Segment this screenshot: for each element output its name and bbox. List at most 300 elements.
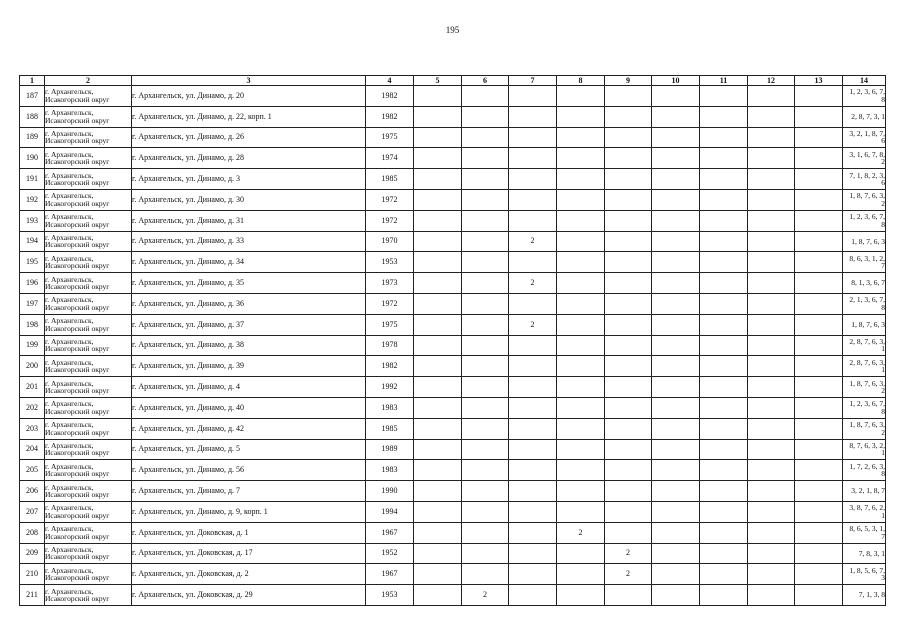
- district-cell: [45, 460, 132, 481]
- value-cell-11: [700, 522, 748, 543]
- value-cell-10: [652, 293, 700, 314]
- value-cell-9: [605, 210, 652, 231]
- value-cell-12: [748, 418, 795, 439]
- priority-cell: [843, 86, 886, 107]
- value-cell-9: [605, 86, 652, 107]
- value-cell-7: 2: [509, 231, 557, 252]
- district-okrug: Исакогорский округ: [45, 178, 110, 188]
- priority-line-2: 7: [881, 261, 885, 271]
- value-cell-6: [462, 169, 509, 190]
- year-cell: 1992: [366, 377, 414, 398]
- value-cell-9: [605, 273, 652, 294]
- value-cell-10: [652, 543, 700, 564]
- value-cell-9: [605, 293, 652, 314]
- district-city: г. Архангельск,: [45, 544, 94, 554]
- value-cell-13: [795, 231, 843, 252]
- district-okrug: Исакогорский округ: [45, 157, 110, 167]
- value-cell-7: [509, 377, 557, 398]
- value-cell-6: [462, 252, 509, 273]
- table-row: [20, 189, 886, 210]
- district-city: г. Архангельск,: [45, 565, 94, 575]
- value-cell-13: [795, 169, 843, 190]
- row-number: 190: [20, 148, 45, 169]
- district-cell: [45, 356, 132, 377]
- district-cell: [45, 314, 132, 335]
- priority-cell: [843, 460, 886, 481]
- value-cell-10: [652, 501, 700, 522]
- year-cell: 1978: [366, 335, 414, 356]
- value-cell-6: [462, 564, 509, 585]
- value-cell-7: [509, 293, 557, 314]
- priority-line-1: 1, 7, 2, 6, 3,: [849, 461, 885, 471]
- column-header: 6: [462, 76, 509, 86]
- priority-cell: [843, 210, 886, 231]
- district-okrug: Исакогорский округ: [45, 386, 110, 396]
- value-cell-6: [462, 418, 509, 439]
- value-cell-8: [557, 397, 605, 418]
- value-cell-6: [462, 86, 509, 107]
- value-cell-5: [414, 543, 462, 564]
- value-cell-10: [652, 231, 700, 252]
- priority-line-2: 8: [881, 406, 885, 416]
- value-cell-6: [462, 314, 509, 335]
- value-cell-5: [414, 397, 462, 418]
- year-cell: 1967: [366, 522, 414, 543]
- priority-line-1: 2, 1, 3, 6, 7,: [849, 295, 885, 305]
- district-okrug: Исакогорский округ: [45, 302, 110, 312]
- priority-line-2: 6: [881, 178, 885, 188]
- priority-line-2: 1: [881, 365, 885, 375]
- value-cell-11: [700, 397, 748, 418]
- table-row: [20, 127, 886, 148]
- year-cell: 1982: [366, 86, 414, 107]
- district-city: г. Архангельск,: [45, 212, 94, 222]
- value-cell-7: [509, 564, 557, 585]
- column-header: 12: [748, 76, 795, 86]
- value-cell-6: 2: [462, 585, 509, 606]
- priority-line-1: 3, 1, 6, 7, 8,: [849, 149, 885, 159]
- value-cell-13: [795, 460, 843, 481]
- table-row: [20, 460, 886, 481]
- value-cell-6: [462, 273, 509, 294]
- district-cell: [45, 210, 132, 231]
- row-number: 204: [20, 439, 45, 460]
- year-cell: 1975: [366, 127, 414, 148]
- priority-cell: [843, 169, 886, 190]
- value-cell-7: 2: [509, 273, 557, 294]
- value-cell-5: [414, 293, 462, 314]
- value-cell-7: [509, 86, 557, 107]
- district-cell: [45, 564, 132, 585]
- row-number: 188: [20, 106, 45, 127]
- value-cell-10: [652, 481, 700, 502]
- district-okrug: Исакогорский округ: [45, 531, 110, 541]
- priority-line-1: 1, 8, 7, 6, 3,: [849, 420, 885, 430]
- value-cell-7: [509, 169, 557, 190]
- priority-cell: [843, 585, 886, 606]
- value-cell-8: [557, 169, 605, 190]
- value-cell-5: [414, 127, 462, 148]
- value-cell-11: [700, 439, 748, 460]
- priority-line-2: 2: [881, 427, 885, 437]
- value-cell-8: [557, 210, 605, 231]
- value-cell-10: [652, 397, 700, 418]
- value-cell-7: [509, 481, 557, 502]
- priority-line-1: 8, 1, 3, 6, 7: [851, 278, 885, 288]
- district-cell: [45, 293, 132, 314]
- priority-cell: [843, 481, 886, 502]
- value-cell-5: [414, 273, 462, 294]
- value-cell-12: [748, 585, 795, 606]
- district-city: г. Архангельск,: [45, 420, 94, 430]
- row-number: 208: [20, 522, 45, 543]
- priority-line-2: 2: [881, 157, 885, 167]
- value-cell-5: [414, 481, 462, 502]
- district-cell: [45, 148, 132, 169]
- row-number: 187: [20, 86, 45, 107]
- value-cell-11: [700, 293, 748, 314]
- row-number: 194: [20, 231, 45, 252]
- row-number: 193: [20, 210, 45, 231]
- priority-line-1: 1, 8, 7, 6, 3,: [849, 191, 885, 201]
- priority-line-1: 1, 8, 7, 6, 3: [851, 319, 885, 329]
- value-cell-5: [414, 501, 462, 522]
- value-cell-12: [748, 543, 795, 564]
- value-cell-8: [557, 231, 605, 252]
- priority-line-1: 3, 2, 1, 8, 7: [851, 486, 885, 496]
- value-cell-12: [748, 252, 795, 273]
- value-cell-13: [795, 356, 843, 377]
- value-cell-5: [414, 418, 462, 439]
- district-cell: [45, 86, 132, 107]
- value-cell-12: [748, 460, 795, 481]
- row-number: 206: [20, 481, 45, 502]
- district-city: г. Архангельск,: [45, 128, 94, 138]
- value-cell-12: [748, 481, 795, 502]
- column-header: 2: [45, 76, 132, 86]
- year-cell: 1983: [366, 397, 414, 418]
- page-number: 195: [445, 25, 460, 35]
- value-cell-5: [414, 460, 462, 481]
- priority-cell: [843, 356, 886, 377]
- value-cell-7: [509, 127, 557, 148]
- row-number: 205: [20, 460, 45, 481]
- district-cell: [45, 231, 132, 252]
- value-cell-5: [414, 210, 462, 231]
- value-cell-8: [557, 273, 605, 294]
- year-cell: 1953: [366, 252, 414, 273]
- district-okrug: Исакогорский округ: [45, 115, 110, 125]
- year-cell: 1975: [366, 314, 414, 335]
- district-okrug: Исакогорский округ: [45, 427, 110, 437]
- value-cell-8: [557, 335, 605, 356]
- table-row: [20, 314, 886, 335]
- row-number: 198: [20, 314, 45, 335]
- district-city: г. Архангельск,: [45, 232, 94, 242]
- row-number: 192: [20, 189, 45, 210]
- value-cell-7: [509, 210, 557, 231]
- value-cell-6: [462, 377, 509, 398]
- priority-cell: [843, 439, 886, 460]
- priority-cell: [843, 273, 886, 294]
- district-cell: [45, 189, 132, 210]
- value-cell-13: [795, 585, 843, 606]
- value-cell-11: [700, 231, 748, 252]
- district-city: г. Архангельск,: [45, 482, 94, 492]
- value-cell-11: [700, 210, 748, 231]
- table-row: [20, 148, 886, 169]
- table-row: [20, 335, 886, 356]
- address-cell: г. Архангельск, ул. Доковская, д. 2: [132, 564, 366, 585]
- value-cell-12: [748, 564, 795, 585]
- district-city: г. Архангельск,: [45, 461, 94, 471]
- value-cell-11: [700, 481, 748, 502]
- value-cell-13: [795, 210, 843, 231]
- value-cell-6: [462, 127, 509, 148]
- value-cell-6: [462, 148, 509, 169]
- priority-line-1: 2, 8, 7, 6, 3,: [849, 336, 885, 346]
- value-cell-7: [509, 148, 557, 169]
- value-cell-7: [509, 439, 557, 460]
- value-cell-7: [509, 522, 557, 543]
- priority-line-1: 3, 8, 7, 6, 2,: [849, 503, 885, 513]
- address-cell: г. Архангельск, ул. Динамо, д. 34: [132, 252, 366, 273]
- value-cell-5: [414, 252, 462, 273]
- row-number: 196: [20, 273, 45, 294]
- value-cell-12: [748, 522, 795, 543]
- priority-cell: [843, 189, 886, 210]
- district-city: г. Архангельск,: [45, 87, 94, 97]
- district-cell: [45, 439, 132, 460]
- value-cell-12: [748, 293, 795, 314]
- table-row: [20, 418, 886, 439]
- value-cell-5: [414, 231, 462, 252]
- year-cell: 1972: [366, 293, 414, 314]
- district-cell: [45, 377, 132, 398]
- district-city: г. Архангельск,: [45, 336, 94, 346]
- priority-line-2: 8: [881, 219, 885, 229]
- value-cell-12: [748, 169, 795, 190]
- value-cell-5: [414, 439, 462, 460]
- priority-line-2: 1: [881, 344, 885, 354]
- value-cell-9: [605, 522, 652, 543]
- value-cell-5: [414, 377, 462, 398]
- value-cell-10: [652, 127, 700, 148]
- value-cell-7: [509, 501, 557, 522]
- value-cell-10: [652, 273, 700, 294]
- district-okrug: Исакогорский округ: [45, 94, 110, 104]
- district-city: г. Архангельск,: [45, 399, 94, 409]
- district-okrug: Исакогорский округ: [45, 490, 110, 500]
- value-cell-5: [414, 522, 462, 543]
- value-cell-8: [557, 418, 605, 439]
- table-row: [20, 169, 886, 190]
- value-cell-6: [462, 522, 509, 543]
- value-cell-12: [748, 335, 795, 356]
- priority-line-2: 3: [881, 573, 885, 583]
- value-cell-13: [795, 481, 843, 502]
- priority-line-1: 2, 8, 7, 3, 1: [851, 111, 885, 121]
- value-cell-7: [509, 418, 557, 439]
- value-cell-12: [748, 314, 795, 335]
- value-cell-12: [748, 189, 795, 210]
- value-cell-12: [748, 356, 795, 377]
- district-okrug: Исакогорский округ: [45, 344, 110, 354]
- district-city: г. Архангельск,: [45, 378, 94, 388]
- value-cell-13: [795, 148, 843, 169]
- priority-line-2: 8: [881, 302, 885, 312]
- priority-cell: [843, 522, 886, 543]
- value-cell-13: [795, 377, 843, 398]
- table-row: [20, 439, 886, 460]
- value-cell-8: [557, 86, 605, 107]
- value-cell-13: [795, 273, 843, 294]
- value-cell-12: [748, 501, 795, 522]
- table-row: [20, 564, 886, 585]
- address-cell: г. Архангельск, ул. Динамо, д. 4: [132, 377, 366, 398]
- value-cell-11: [700, 418, 748, 439]
- district-cell: [45, 481, 132, 502]
- year-cell: 1990: [366, 481, 414, 502]
- value-cell-11: [700, 564, 748, 585]
- value-cell-6: [462, 231, 509, 252]
- priority-cell: [843, 564, 886, 585]
- district-okrug: Исакогорский округ: [45, 448, 110, 458]
- district-city: г. Архангельск,: [45, 274, 94, 284]
- priority-cell: [843, 418, 886, 439]
- row-number: 201: [20, 377, 45, 398]
- district-cell: [45, 501, 132, 522]
- value-cell-10: [652, 418, 700, 439]
- district-okrug: Исакогорский округ: [45, 136, 110, 146]
- district-city: г. Архангельск,: [45, 316, 94, 326]
- value-cell-11: [700, 127, 748, 148]
- header-row: [20, 76, 886, 86]
- value-cell-13: [795, 106, 843, 127]
- row-number: 197: [20, 293, 45, 314]
- priority-line-2: 7: [881, 531, 885, 541]
- row-number: 191: [20, 169, 45, 190]
- district-okrug: Исакогорский округ: [45, 282, 110, 292]
- priority-line-1: 8, 6, 5, 3, 1,: [849, 524, 885, 534]
- value-cell-10: [652, 460, 700, 481]
- value-cell-11: [700, 273, 748, 294]
- value-cell-8: [557, 356, 605, 377]
- value-cell-5: [414, 356, 462, 377]
- priority-line-1: 7, 1, 3, 8: [858, 590, 885, 600]
- value-cell-10: [652, 189, 700, 210]
- priority-line-1: 8, 6, 3, 1, 2,: [849, 253, 885, 263]
- address-cell: г. Архангельск, ул. Динамо, д. 30: [132, 189, 366, 210]
- priority-line-1: 8, 7, 6, 3, 2,: [849, 440, 885, 450]
- value-cell-6: [462, 460, 509, 481]
- value-cell-8: [557, 585, 605, 606]
- value-cell-10: [652, 169, 700, 190]
- value-cell-8: [557, 252, 605, 273]
- address-cell: г. Архангельск, ул. Динамо, д. 7: [132, 481, 366, 502]
- district-city: г. Архангельск,: [45, 191, 94, 201]
- priority-line-2: 8: [881, 94, 885, 104]
- priority-line-1: 1, 2, 3, 6, 7,: [849, 399, 885, 409]
- value-cell-10: [652, 106, 700, 127]
- district-city: г. Архангельск,: [45, 108, 94, 118]
- value-cell-7: [509, 252, 557, 273]
- priority-line-1: 3, 2, 1, 8, 7,: [849, 128, 885, 138]
- value-cell-6: [462, 189, 509, 210]
- value-cell-11: [700, 585, 748, 606]
- table-row: [20, 106, 886, 127]
- value-cell-12: [748, 231, 795, 252]
- value-cell-10: [652, 585, 700, 606]
- priority-line-2: 1: [881, 448, 885, 458]
- table-row: [20, 210, 886, 231]
- priority-cell: [843, 293, 886, 314]
- value-cell-13: [795, 439, 843, 460]
- year-cell: 1982: [366, 356, 414, 377]
- value-cell-12: [748, 127, 795, 148]
- value-cell-9: [605, 106, 652, 127]
- district-cell: [45, 127, 132, 148]
- value-cell-8: [557, 314, 605, 335]
- address-cell: г. Архангельск, ул. Динамо, д. 26: [132, 127, 366, 148]
- year-cell: 1989: [366, 439, 414, 460]
- address-cell: г. Архангельск, ул. Доковская, д. 1: [132, 522, 366, 543]
- district-cell: [45, 418, 132, 439]
- district-cell: [45, 252, 132, 273]
- value-cell-12: [748, 148, 795, 169]
- district-okrug: Исакогорский округ: [45, 219, 110, 229]
- year-cell: 1982: [366, 106, 414, 127]
- district-city: г. Архангельск,: [45, 440, 94, 450]
- value-cell-8: 2: [557, 522, 605, 543]
- row-number: 195: [20, 252, 45, 273]
- value-cell-10: [652, 148, 700, 169]
- value-cell-5: [414, 86, 462, 107]
- value-cell-9: [605, 585, 652, 606]
- value-cell-7: [509, 543, 557, 564]
- value-cell-9: [605, 481, 652, 502]
- priority-cell: [843, 252, 886, 273]
- priority-cell: [843, 231, 886, 252]
- value-cell-9: [605, 335, 652, 356]
- value-cell-13: [795, 335, 843, 356]
- year-cell: 1967: [366, 564, 414, 585]
- value-cell-10: [652, 210, 700, 231]
- value-cell-5: [414, 585, 462, 606]
- district-city: г. Архангельск,: [45, 253, 94, 263]
- value-cell-12: [748, 106, 795, 127]
- district-okrug: Исакогорский округ: [45, 365, 110, 375]
- value-cell-6: [462, 501, 509, 522]
- value-cell-8: [557, 460, 605, 481]
- row-number: 209: [20, 543, 45, 564]
- column-header: 9: [605, 76, 652, 86]
- value-cell-13: [795, 252, 843, 273]
- priority-cell: [843, 377, 886, 398]
- address-cell: г. Архангельск, ул. Динамо, д. 35: [132, 273, 366, 294]
- year-cell: 1972: [366, 210, 414, 231]
- value-cell-8: [557, 127, 605, 148]
- value-cell-6: [462, 397, 509, 418]
- row-number: 211: [20, 585, 45, 606]
- value-cell-9: [605, 460, 652, 481]
- value-cell-9: [605, 356, 652, 377]
- value-cell-6: [462, 335, 509, 356]
- table-row: [20, 397, 886, 418]
- priority-line-1: 1, 8, 5, 6, 7,: [849, 565, 885, 575]
- value-cell-7: 2: [509, 314, 557, 335]
- year-cell: 1974: [366, 148, 414, 169]
